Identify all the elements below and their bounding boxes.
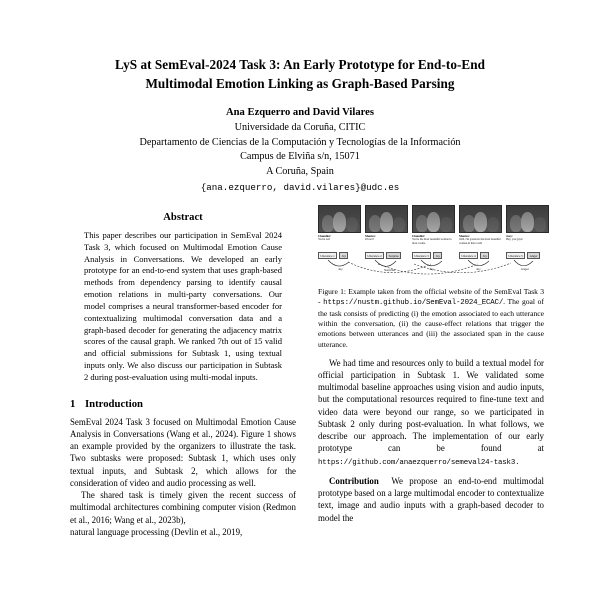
speaker-name-2: Monica: — [365, 233, 376, 238]
speaker-utterance-4: Well, I'm gonna be the most beautiful woman in this room! — [459, 237, 501, 245]
emotion-tag-1: Joy — [339, 252, 348, 259]
intro-paragraph-2: The shared task is timely given the recent success of multimodal architectures combining computer vision (Redmon et al., 2016; Wang et al., 2023b), — [70, 490, 296, 525]
title-block — [0, 0, 600, 196]
section-heading-introduction — [70, 398, 296, 410]
github-url[interactable]: https://github.com/anaezquerro/semeval24-task3. — [318, 458, 520, 467]
speaker-block-3 — [412, 205, 456, 245]
emotion-tag-4: Joy — [480, 252, 489, 259]
section-number: 1 — [70, 397, 76, 410]
speaker-block-5 — [506, 205, 550, 242]
contribution-body: We propose an end-to-end multimodal prototype based on a large multimodal encoder to contextualize text, image and audio inputs with a graph-based decoder to model the — [318, 475, 544, 523]
speaker-name-5: Joey: — [506, 233, 513, 238]
arc-self-5 — [514, 260, 533, 266]
arc-label-3: Joy — [429, 267, 434, 271]
speaker-utterance-5: Hey, you guys! — [506, 237, 523, 242]
video-thumbnail-2 — [365, 205, 408, 233]
body-columns — [0, 205, 600, 600]
arc-self-3 — [421, 260, 442, 266]
paper-title-line-1: LyS at SemEval-2024 Task 3: An Early Prototype for End-to-End — [114, 57, 486, 72]
abstract-heading: Abstract — [163, 212, 203, 223]
speaker-name-1: Chandler: — [318, 233, 332, 238]
emotion-tag-3: Joy — [433, 252, 442, 259]
video-thumbnail-4 — [459, 205, 502, 233]
intro-paragraph-1: SemEval 2024 Task 3 focused on Multimodal Emotion Cause Analysis in Conversations (Wang et al., 2024). Figure 1 shows an example provided by the organizers to illustrate the task. Two subtasks were proposed: Subtask 1, which uses only textual inputs, and Subtask 2, which allows for the consideration of video and audio processing as well. — [70, 416, 296, 488]
contact-email: {ana.ezquerro, david.vilares}@udc.es — [200, 181, 400, 193]
figure-caption-part-2: . The goal of the task consists of predicting (i) the emotion associated to each utterance within the conversation, (ii) the cause-effect relations that trigger the emotions between utterances and (iii) the associated span in the cause utterance. — [318, 297, 544, 349]
video-thumbnail-1 — [318, 205, 361, 233]
video-thumbnail-3 — [412, 205, 455, 233]
figure-1 — [318, 205, 544, 350]
speaker-name-4: Monica: — [459, 233, 470, 238]
abstract-section — [70, 212, 296, 384]
page-title — [66, 56, 534, 93]
figure-caption-part-1: Figure 1: Example taken from the official website of the SemEval Task 3 - — [318, 287, 544, 307]
intro-paragraph-2-clipped: natural language processing (Devlin et al., 2019, — [70, 526, 243, 537]
right-column — [318, 205, 544, 600]
speaker-block-4 — [459, 205, 503, 245]
affiliation-line-3: Campus de Elviña s/n, 15071 — [240, 151, 360, 163]
causal-arc-diagram — [318, 258, 544, 283]
contribution-lead: Contribution — [329, 475, 379, 486]
contribution-paragraph — [318, 475, 544, 524]
figure-canvas — [318, 205, 544, 283]
arc-self-1 — [328, 260, 349, 266]
utterance-tag-2: Utterance 2 — [365, 252, 384, 259]
speaker-block-1 — [318, 205, 362, 242]
figure-frames-row — [318, 205, 544, 245]
speaker-utterance-2: I'm not? — [365, 237, 375, 242]
paper-title-line-2: Multimodal Emotion Linking as Graph-Based Parsing — [145, 75, 455, 91]
arc-label-2: Surprise — [384, 268, 396, 272]
utterance-tag-3: Utterance 3 — [412, 252, 431, 259]
speaker-utterance-1: You're not! — [318, 237, 331, 242]
affiliation-line-1: Universidade da Coruña, CITIC — [234, 121, 366, 133]
section-title: Introduction — [85, 397, 144, 410]
arc-self-2 — [375, 260, 396, 266]
affiliation-line-2: Departamento de Ciencias de la Computación y Tecnologías de la Información — [139, 136, 461, 148]
video-thumbnail-5 — [506, 205, 549, 233]
speaker-name-3: Chandler: — [412, 233, 426, 238]
arc-label-1: Joy — [338, 267, 343, 271]
abstract-body: This paper describes our participation in SemEval 2024 Task 3, which focused on Multimodal Emotion Cause Analysis in Conversations. We developed an early prototype for an end-to-end system that uses graph-based methods from dependency parsing to identify causal emotion relations in multi-party conversations. Our model comprises a neural transformer-based encoder for contextualizing multimodal conversation data and a graph-based decoder for generating the adjacency matrix scores of the causal graph. We ranked 7th out of 15 valid and official submissions for Subtask 1, using textual inputs only. We also discuss our participation in Subtask 2 during post-evaluation using multi-modal inputs. — [84, 230, 282, 382]
speaker-block-2 — [365, 205, 409, 242]
utterance-tag-5: Utterance 5 — [506, 252, 525, 259]
arc-label-5: Anger — [521, 267, 530, 271]
right-paragraph-1 — [318, 357, 544, 468]
emotion-tag-5: Anger — [527, 252, 540, 259]
semeval-url[interactable]: https://nustm.github.io/SemEval-2024_ECAC/ — [323, 299, 504, 308]
left-column — [70, 205, 296, 600]
page-bottom-clip — [0, 594, 600, 600]
figure-caption — [318, 287, 544, 350]
author-list: Ana Ezquerro and David Vilares — [226, 107, 374, 119]
utterance-tag-1: Utterance 1 — [318, 252, 337, 259]
right-paragraph-1-text: We had time and resources only to build a textual model for official participation in Subtask 1. We validated some multimodal baseline approaches using vision and audio inputs, but the computational resources required to fine-tune text and video data were beyond our range, so we participated in Subtask 2 only during post-evaluation. In what follows, we describe our approach. The implementation of our early prototype can be found at — [318, 357, 544, 454]
affiliation-line-4: A Coruña, Spain — [266, 166, 334, 178]
utterance-tag-4: Utterance 4 — [459, 252, 478, 259]
arc-self-4 — [468, 260, 489, 266]
emotion-tag-2: Surprise — [386, 252, 401, 259]
arc-label-4: Joy — [476, 267, 481, 271]
speaker-utterance-3: You're the most beautiful woman in most rooms. — [412, 237, 452, 245]
